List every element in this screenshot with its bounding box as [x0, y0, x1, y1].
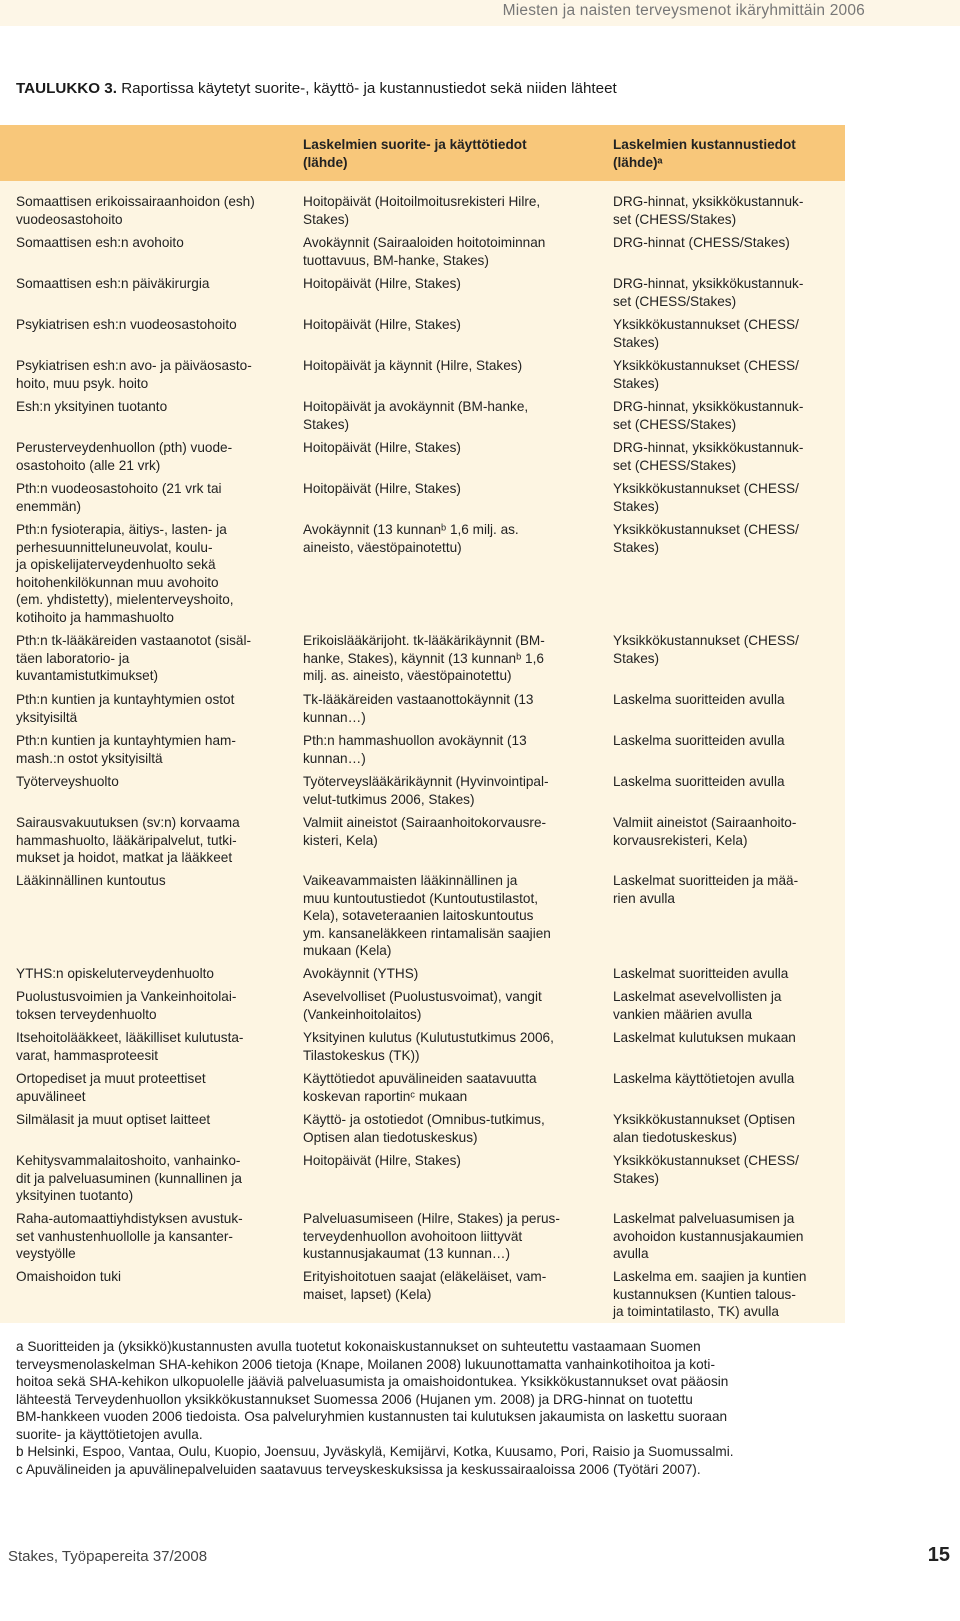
table-cell-c2: Valmiit aineistot (Sairaanhoitokorvausre- kisteri, Kela): [303, 815, 547, 848]
table-cell-c1: Somaattisen esh:n päiväkirurgia: [16, 276, 210, 291]
table-cell-c2: Käyttö- ja ostotiedot (Omnibus-tutkimus, Optisen alan tiedotuskeskus): [303, 1112, 545, 1145]
table-cell-c2: Työterveyslääkärikäynnit (Hyvinvointipal- velut-tutkimus 2006, Stakes): [303, 774, 549, 807]
table-cell-c2: Yksityinen kulutus (Kulutustutkimus 2006, Tilastokeskus (TK)): [303, 1030, 554, 1063]
table-cell-c2: Pth:n hammashuollon avokäynnit (13 kunnan…): [303, 733, 527, 766]
table-cell-c3: DRG-hinnat, yksikkökustannuk- set (CHESS/Stakes): [613, 194, 804, 227]
table-cell-c3: Laskelmat suoritteiden ja mää- rien avulla: [613, 873, 799, 906]
header-col2: Laskelmien suorite- ja käyttötiedot (lähde): [303, 137, 527, 170]
table-label: TAULUKKO 3.: [16, 80, 117, 97]
table-cell-c2: Hoitopäivät (Hilre, Stakes): [303, 440, 461, 455]
page-number: 15: [927, 1544, 950, 1566]
table-cell-c1: Somaattisen erikoissairaanhoidon (esh) vuodeosastohoito: [16, 194, 255, 227]
table-cell-c3: Laskelmat suoritteiden avulla: [613, 966, 789, 981]
table-cell-c1: Ortopediset ja muut proteettiset apuvälineet: [16, 1071, 206, 1104]
table-cell-c1: Omaishoidon tuki: [16, 1269, 122, 1284]
footnote-c: c Apuvälineiden ja apuvälinepalveluiden saatavuus terveyskeskuksissa ja keskussairaaloissa 2006 (Työtäri 2007).: [16, 1461, 701, 1477]
table-cell-c2: Erityishoitotuen saajat (eläkeläiset, vam- maiset, lapset) (Kela): [303, 1269, 547, 1302]
publication-footer: Stakes, Työpapereita 37/2008: [8, 1548, 208, 1565]
table-cell-c2: Avokäynnit (YTHS): [303, 966, 419, 981]
table-cell-c3: Laskelma käyttötietojen avulla: [613, 1071, 795, 1086]
table-cell-c1: Pth:n fysioterapia, äitiys-, lasten- ja perhesuunnitteluneuvolat, koulu- ja opiskelijaterveydenhuolto sekä hoitohenkilökunnan muu avohoito (em. yhdistetty), mielenterveyshoito, kotihoito ja hammashuolto: [16, 522, 234, 625]
table-caption: Raportissa käytetyt suorite-, käyttö- ja kustannustiedot sekä niiden lähteet: [121, 80, 617, 97]
table-cell-c1: Lääkinnällinen kuntoutus: [16, 873, 166, 888]
table-cell-c1: Kehitysvammalaitoshoito, vanhainko- dit ja palveluasuminen (kunnallinen ja yksityinen tuotanto): [16, 1153, 242, 1203]
table-cell-c3: Laskelmat asevelvollisten ja vankien määrien avulla: [613, 989, 782, 1022]
table-cell-c3: Laskelma suoritteiden avulla: [613, 692, 785, 707]
table-cell-c3: Yksikkökustannukset (CHESS/ Stakes): [613, 481, 799, 514]
table-cell-c1: Puolustusvoimien ja Vankeinhoitolai- toksen terveydenhuolto: [16, 989, 237, 1022]
table-cell-c2: Hoitopäivät (Hoitoilmoitusrekisteri Hilre, Stakes): [303, 194, 541, 227]
table-cell-c3: Laskelma suoritteiden avulla: [613, 733, 785, 748]
running-head-text: Miesten ja naisten terveysmenot ikäryhmittäin 2006: [502, 2, 865, 19]
table-cell-c2: Hoitopäivät (Hilre, Stakes): [303, 481, 461, 496]
table-cell-c3: Yksikkökustannukset (CHESS/ Stakes): [613, 317, 799, 350]
table-cell-c2: Hoitopäivät ja käynnit (Hilre, Stakes): [303, 358, 523, 373]
table-cell-c3: Laskelmat palveluasumisen ja avohoidon kustannusjakaumien avulla: [613, 1211, 804, 1261]
table-cell-c1: YTHS:n opiskeluterveydenhuolto: [16, 966, 214, 981]
table-cell-c3: Yksikkökustannukset (CHESS/ Stakes): [613, 358, 799, 391]
table-cell-c1: Esh:n yksityinen tuotanto: [16, 399, 168, 414]
table-cell-c2: Hoitopäivät ja avokäynnit (BM-hanke, Stakes): [303, 399, 529, 432]
table-cell-c3: Yksikkökustannukset (CHESS/ Stakes): [613, 522, 799, 555]
table-cell-c2: Avokäynnit (13 kunnanᵇ 1,6 milj. as. aineisto, väestöpainotettu): [303, 522, 519, 555]
table-cell-c1: Psykiatrisen esh:n vuodeosastohoito: [16, 317, 237, 332]
table-cell-c1: Raha-automaattiyhdistyksen avustuk- set vanhustenhuollolle ja kansanter- veystyölle: [16, 1211, 243, 1261]
table-cell-c2: Hoitopäivät (Hilre, Stakes): [303, 276, 461, 291]
table-cell-c1: Työterveyshuolto: [16, 774, 119, 789]
table-cell-c2: Erikoislääkärijoht. tk-lääkärikäynnit (BM- hanke, Stakes), käynnit (13 kunnanᵇ 1,6 milj. as. aineisto, väestöpainotettu): [303, 633, 545, 683]
table-cell-c2: Asevelvolliset (Puolustusvoimat), vangit (Vankeinhoitolaitos): [303, 989, 542, 1022]
table-cell-c3: Yksikkökustannukset (Optisen alan tiedotuskeskus): [613, 1112, 796, 1145]
table-cell-c1: Pth:n tk-lääkäreiden vastaanotot (sisäl- täen laboratorio- ja kuvantamistutkimukset): [16, 633, 251, 683]
table-cell-c2: Tk-lääkäreiden vastaanottokäynnit (13 kunnan…): [303, 692, 534, 725]
table-cell-c3: Laskelma em. saajien ja kuntien kustannuksen (Kuntien talous- ja toimintatilasto, TK) avulla: [613, 1269, 807, 1319]
table-cell-c3: Yksikkökustannukset (CHESS/ Stakes): [613, 633, 799, 666]
table-cell-c2: Vaikeavammaisten lääkinnällinen ja muu kuntoutustiedot (Kuntoutustilastot, Kela), sotaveteraanien laitoskuntoutus ym. kansaneläkkeen rintamalisän saajien mukaan (Kela): [303, 873, 551, 958]
table-cell-c3: DRG-hinnat, yksikkökustannuk- set (CHESS/Stakes): [613, 440, 804, 473]
table-cell-c3: DRG-hinnat (CHESS/Stakes): [613, 235, 790, 250]
table-cell-c1: Pth:n vuodeosastohoito (21 vrk tai enemmän): [16, 481, 222, 514]
table-cell-c1: Pth:n kuntien ja kuntayhtymien ostot yksityisiltä: [16, 692, 235, 725]
table-cell-c2: Hoitopäivät (Hilre, Stakes): [303, 317, 461, 332]
table-cell-c2: Käyttötiedot apuvälineiden saatavuutta koskevan raportinᶜ mukaan: [303, 1071, 537, 1104]
table-cell-c3: Laskelma suoritteiden avulla: [613, 774, 785, 789]
table-cell-c3: Yksikkökustannukset (CHESS/ Stakes): [613, 1153, 799, 1186]
footnote-a: a Suoritteiden ja (yksikkö)kustannusten avulla tuotetut kokonaiskustannukset on suhteutettu vastaamaan Suomen terveysmenolaskelman SHA-kehikon 2006 tietoja (Knape, Moilanen 2008) lukuunottamatta vanhainkotihoitoa ja koti- hoitoa sekä SHA-kehikon ulkopuolelle jääviä palveluasumista ja omaishoidontukea. Yksikkökustannukset ovat pääosin lähteestä Terveydenhuollon yksikkökustannukset Suomessa 2006 (Hujanen ym. 2008) ja DRG-hinnat on tuotettu BM-hankkeen vuoden 2006 tiedoista. Osa palveluryhmien kustannusten tai kulutuksen jakaumista on laskettu suoraan suorite- ja käyttötietojen avulla.: [16, 1339, 729, 1442]
table-cell-c1: Pth:n kuntien ja kuntayhtymien ham- mash.:n ostot yksityisiltä: [16, 733, 236, 766]
footnotes: [16, 1338, 846, 1478]
footnote-b: b Helsinki, Espoo, Vantaa, Oulu, Kuopio, Joensuu, Jyväskylä, Kemijärvi, Kotka, Kuusamo, Pori, Raisio ja Suomussalmi.: [16, 1444, 734, 1459]
table-cell-c2: Hoitopäivät (Hilre, Stakes): [303, 1153, 461, 1168]
table-cell-c1: Psykiatrisen esh:n avo- ja päiväosasto- hoito, muu psyk. hoito: [16, 358, 252, 391]
header-col3: Laskelmien kustannustiedot (lähde)ᵃ: [613, 137, 796, 170]
table-cell-c1: Perusterveydenhuollon (pth) vuode- osastohoito (alle 21 vrk): [16, 440, 233, 473]
table-cell-c3: DRG-hinnat, yksikkökustannuk- set (CHESS/Stakes): [613, 276, 804, 309]
table-cell-c2: Avokäynnit (Sairaaloiden hoitotoiminnan tuottavuus, BM-hanke, Stakes): [303, 235, 546, 268]
table-cell-c1: Sairausvakuutuksen (sv:n) korvaama hammashuolto, lääkäripalvelut, tutki- mukset ja hoidot, matkat ja lääkkeet: [16, 815, 240, 865]
table-cell-c3: Valmiit aineistot (Sairaanhoito- korvausrekisteri, Kela): [613, 815, 797, 848]
table-cell-c3: DRG-hinnat, yksikkökustannuk- set (CHESS/Stakes): [613, 399, 804, 432]
table-title: [16, 80, 617, 97]
table-cell-c1: Somaattisen esh:n avohoito: [16, 235, 184, 250]
running-head: [0, 0, 960, 26]
table-cell-c3: Laskelmat kulutuksen mukaan: [613, 1030, 796, 1045]
table-cell-c1: Silmälasit ja muut optiset laitteet: [16, 1112, 211, 1127]
table-cell-c2: Palveluasumiseen (Hilre, Stakes) ja perus- terveydenhuollon avohoitoon liittyvät kustannusjakaumat (13 kunnan…): [303, 1211, 560, 1261]
table-cell-c1: Itsehoitolääkkeet, lääkilliset kulutusta- varat, hammasproteesit: [16, 1030, 244, 1063]
